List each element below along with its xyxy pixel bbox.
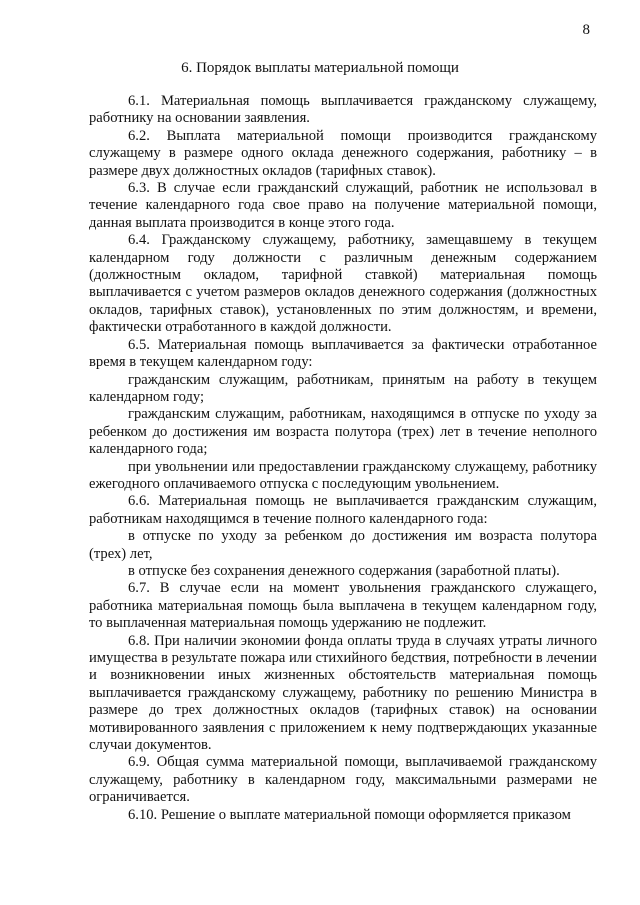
paragraph-6-1: 6.1. Материальная помощь выплачивается гражданскому служащему, работнику на основании заявления. <box>89 93 597 127</box>
paragraph-6-8: 6.8. При наличии экономии фонда оплаты труда в случаях утраты личного имущества в результате пожара или стихийного бедствия, потребности в лечении и возникновении иных жизненных обстоятельств материальная помощь выплачивается гражданскому служащему, работнику по решению Министра в размере до трех должностных окладов (тарифных ставок) на основании мотивированного заявления с приложением к нему подтверждающих указанные случаи документов. <box>89 632 597 754</box>
section-title: 6. Порядок выплаты материальной помощи <box>181 60 459 76</box>
paragraph-6-5: 6.5. Материальная помощь выплачивается за фактически отработанное время в текущем календарном году: <box>89 336 597 371</box>
section-body <box>89 93 597 824</box>
paragraph-6-5-item-3: при увольнении или предоставлении гражданскому служащему, работнику ежегодного оплачиваемого отпуска с последующим увольнением. <box>89 458 597 492</box>
paragraph-6-3: 6.3. В случае если гражданский служащий, работник не использовал в течение календарного года свое право на получение материальной помощи, данная выплата производится в конце этого года. <box>89 180 597 231</box>
page-number: 8 <box>582 22 590 38</box>
paragraph-6-6-item-1: в отпуске по уходу за ребенком до достижения им возраста полутора (трех) лет, <box>89 528 597 562</box>
paragraph-6-5-item-2: гражданским служащим, работникам, находящимся в отпуске по уходу за ребенком до достижения им возраста полутора (трех) лет в течение неполного календарного года; <box>89 406 597 458</box>
paragraph-6-10: 6.10. Решение о выплате материальной помощи оформляется приказом <box>128 806 571 823</box>
paragraph-6-6-item-2: в отпуске без сохранения денежного содержания (заработной платы). <box>128 562 560 579</box>
paragraph-6-9: 6.9. Общая сумма материальной помощи, выплачиваемой гражданскому служащему, работнику в календарном году, максимальными размерами не ограничивается. <box>89 754 597 806</box>
paragraph-6-4: 6.4. Гражданскому служащему, работнику, замещавшему в текущем календарном году должности с различным денежным содержанием (должностным окладом, тарифной ставкой) материальная помощь выплачивается с учетом размеров окладов денежного содержания (должностных окладов, тарифных ставок), установленных по этим должностям, и времени, фактически отработанного в каждой должности. <box>89 232 597 336</box>
paragraph-6-7: 6.7. В случае если на момент увольнения гражданского служащего, работника материальная помощь была выплачена в текущем календарном году, то выплаченная материальная помощь удержанию не подлежит. <box>89 580 597 632</box>
paragraph-6-6: 6.6. Материальная помощь не выплачивается гражданским служащим, работникам находящимся в течение полного календарного года: <box>89 493 597 527</box>
paragraph-6-5-item-1: гражданским служащим, работникам, принятым на работу в текущем календарном году; <box>89 371 597 405</box>
paragraph-6-2: 6.2. Выплата материальной помощи производится гражданскому служащему в размере одного оклада денежного содержания, работнику – в размере двух должностных окладов (тарифных ставок). <box>89 127 597 179</box>
